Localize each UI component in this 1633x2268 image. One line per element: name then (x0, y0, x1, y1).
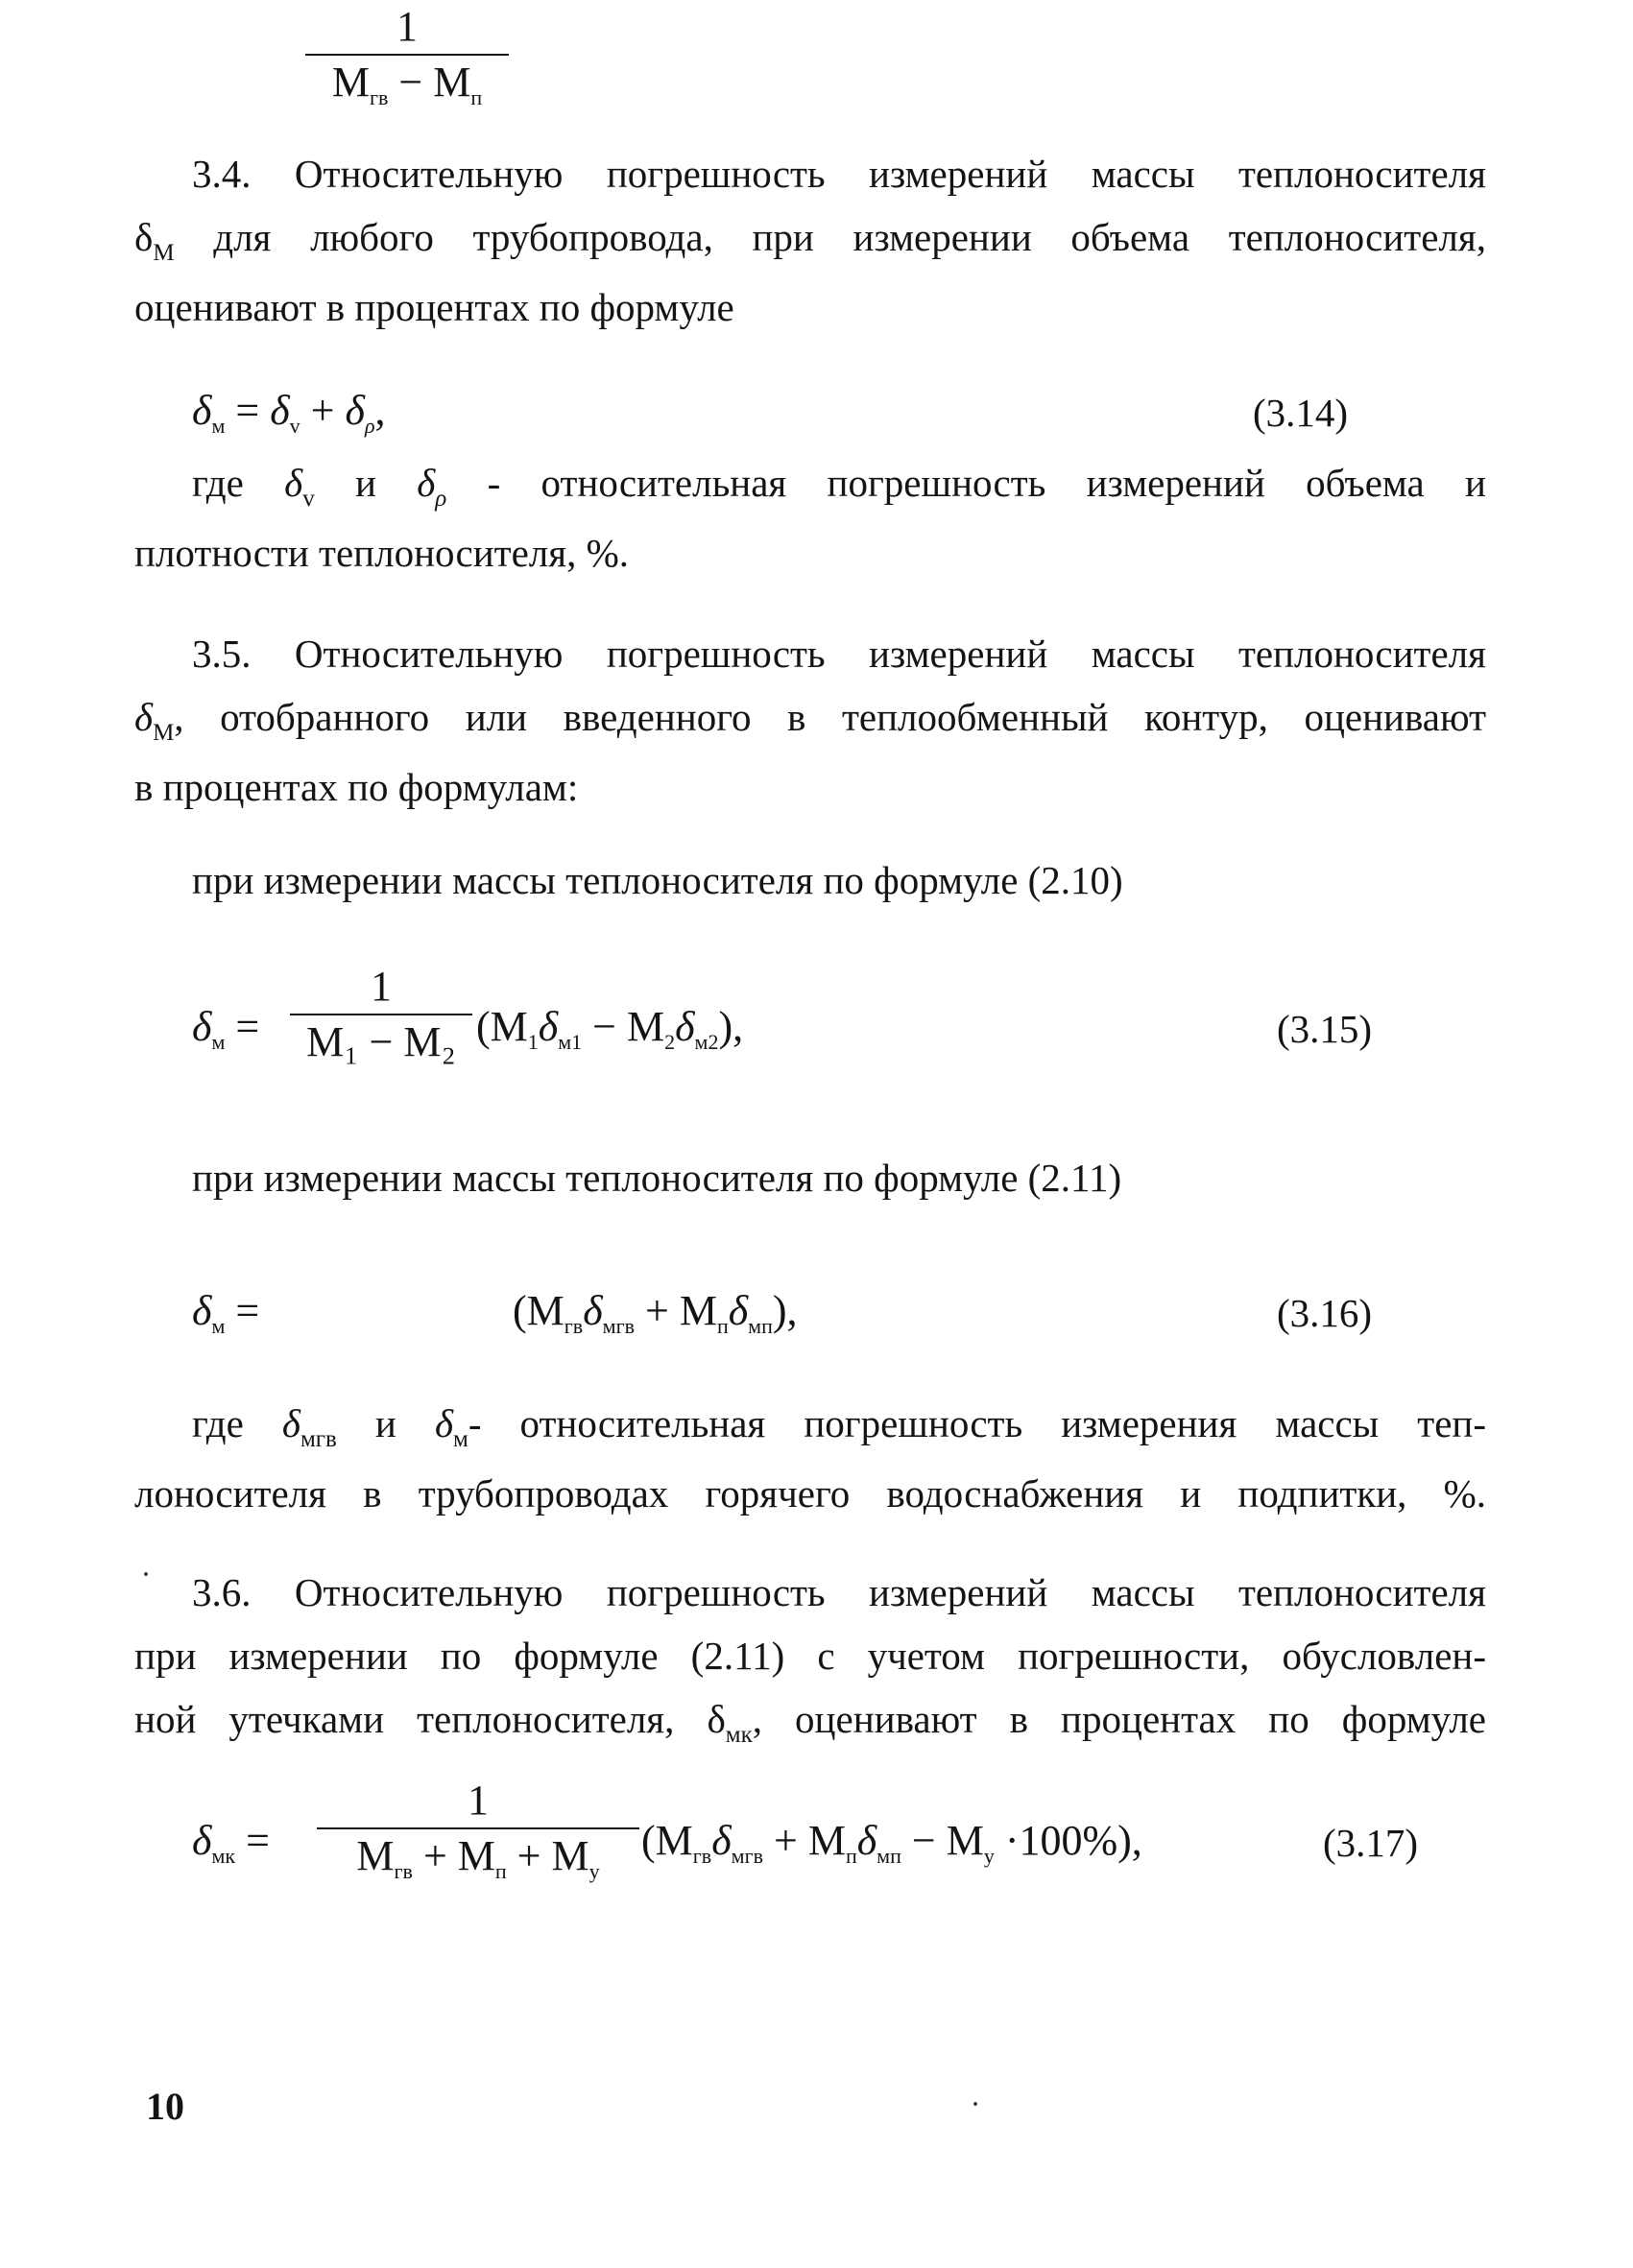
subscript: гв (369, 85, 389, 109)
text-line (134, 1392, 1486, 1462)
text-line: 3.6. Относительную погрешность измерений массы теплоносителя (192, 1570, 1486, 1614)
fraction-3-16 (305, 0, 509, 116)
formula-3-16-lhs (192, 1282, 259, 1347)
fraction-numerator: 1 (396, 3, 418, 50)
text-line: 3.5. Относительную погрешность измерений массы теплоносителя (192, 632, 1486, 676)
delta-symbol: δ (345, 387, 365, 434)
fraction-numerator: 1 (468, 1777, 489, 1824)
subscript: м2 (694, 1030, 719, 1054)
text-fragment: для любого трубопровода, при измерении объема теплоносителя, (174, 215, 1486, 259)
delta-symbol: δ (192, 1287, 212, 1334)
text-fragment: , оценивают в процентах по формуле (752, 1697, 1486, 1741)
text-fragment: , отобранного или введенного в теплообменный контур, оценивают (174, 695, 1486, 739)
equation-number: (3.17) (1323, 1821, 1419, 1865)
subscript: мк (211, 1844, 236, 1868)
scan-speck (973, 2102, 977, 2106)
fraction-denominator: M₁ − M₂ (306, 1018, 456, 1065)
fraction-3-17 (317, 1774, 639, 1890)
text-line: в процентах по формулам: (134, 765, 579, 809)
where-clause-3-16 (134, 1392, 1486, 1525)
text-line (134, 1687, 1486, 1757)
subscript: м1 (558, 1030, 583, 1054)
subscript: 1 (527, 1030, 539, 1054)
subscript: v (302, 486, 315, 512)
delta-symbol: δ (134, 215, 154, 259)
subscript: мп (748, 1314, 773, 1338)
text-line: при измерении по формуле (2.11) с учетом погрешности, обусловлен- (134, 1634, 1486, 1678)
text-fragment: ), (718, 1003, 744, 1050)
subscript: мк (725, 1722, 753, 1748)
equation-number: (3.16) (1277, 1291, 1373, 1335)
delta-symbol: δ (728, 1287, 749, 1334)
subscript: М (153, 240, 175, 266)
text-fragment: - относительная погрешность измерений объема и (446, 461, 1486, 505)
equation-number: (3.14) (1253, 391, 1349, 435)
subscript: мп (877, 1844, 901, 1868)
equation-number: (3.15) (1277, 1007, 1373, 1051)
delta-symbol: δ (417, 461, 436, 505)
subscript: мгв (602, 1314, 635, 1338)
text-fragment: (M (476, 1003, 528, 1050)
paragraph-3-5 (134, 622, 1486, 819)
subscript: гв (564, 1314, 584, 1338)
subscript: п (716, 1314, 729, 1338)
equals-sign: = (225, 1287, 260, 1334)
paragraph-3-6 (134, 1561, 1486, 1757)
subscript: м (211, 1030, 226, 1054)
subscript: п (845, 1844, 857, 1868)
subscript: гв (394, 1859, 413, 1883)
subscript: у (588, 1859, 600, 1883)
delta-symbol: δ (192, 1003, 212, 1050)
delta-symbol: δ (134, 695, 154, 739)
text-fragment: и (314, 461, 418, 505)
delta-symbol: δ (284, 461, 303, 505)
delta-symbol: δ (538, 1003, 559, 1050)
delta-symbol: δ (192, 387, 212, 434)
equals-sign: = (225, 387, 271, 434)
subscript: м (453, 1426, 468, 1452)
fraction-3-15 (290, 960, 472, 1069)
subscript: М (153, 720, 175, 746)
formula-3-16-rhs: $(M_{гв}\delta_{мгв} + M_п\delta_{мп})$, (513, 1287, 798, 1338)
subscript: у (983, 1844, 995, 1868)
delta-symbol: δ (192, 1817, 212, 1864)
subscript: м (211, 414, 226, 438)
text-fragment: и (336, 1401, 435, 1445)
delta-symbol: δ (281, 1401, 300, 1445)
subscript: v (289, 414, 300, 438)
text-line (134, 205, 1486, 275)
paragraph-3-4 (134, 142, 1486, 339)
text-fragment: ·100%), (994, 1817, 1142, 1864)
text-fragment: − M (582, 1003, 665, 1050)
text-line: при измерении массы теплоносителя по формуле (2.11) (192, 1156, 1122, 1200)
subscript: п (470, 85, 483, 109)
subscript: мгв (300, 1426, 337, 1452)
formula-3-14 (192, 382, 386, 446)
delta-symbol: δ (856, 1817, 877, 1864)
page-number: 10 (146, 2085, 184, 2128)
subscript: 2 (664, 1030, 676, 1054)
text-line (134, 685, 1486, 755)
formula-3-17-lhs (192, 1812, 270, 1876)
subscript: п (494, 1859, 507, 1883)
text-fragment: - относительная погрешность измерения массы теп- (468, 1401, 1486, 1445)
subscript: мгв (731, 1844, 763, 1868)
plus-sign: + (300, 387, 346, 434)
fraction-denominator: $M_{гв} - M_п$ (331, 59, 483, 109)
comma: , (374, 387, 386, 434)
equals-sign: = (225, 1003, 260, 1050)
formula-3-15-lhs (192, 998, 259, 1062)
delta-symbol: δ (711, 1817, 732, 1864)
subscript: ρ (364, 414, 375, 438)
subscript: м (211, 1314, 226, 1338)
scan-speck (144, 1572, 148, 1576)
fraction-numerator: 1 (371, 963, 392, 1010)
delta-symbol: δ (434, 1401, 453, 1445)
text-fragment: ной утечками теплоносителя, (134, 1697, 708, 1741)
case-2-11 (134, 1146, 1486, 1209)
formula-3-17-rhs: $(M_{гв}\delta_{мгв} + M_п\delta_{мп} - M_у \cdot 100\%)$, (641, 1817, 1142, 1868)
fraction-denominator: $M_{гв} + M_п + M_у$ (356, 1832, 600, 1883)
text-fragment: где (192, 461, 285, 505)
text-line: лоносителя в трубопроводах горячего водоснабжения и подпитки, %. (134, 1471, 1486, 1516)
delta-symbol: δ (675, 1003, 695, 1050)
text-line (134, 451, 1486, 521)
text-fragment: где (192, 1401, 282, 1445)
text-line: 3.4. Относительную погрешность измерений массы теплоносителя (192, 152, 1486, 196)
delta-symbol: δ (270, 387, 290, 434)
equals-sign: = (235, 1817, 270, 1864)
text-line: плотности теплоносителя, %. (134, 531, 630, 575)
text-line: при измерении массы теплоносителя по формуле (2.10) (192, 858, 1123, 902)
subscript: гв (692, 1844, 712, 1868)
case-2-10 (134, 848, 1486, 912)
delta-symbol: δ (583, 1287, 603, 1334)
where-clause-3-14 (134, 451, 1486, 585)
formula-3-15-rhs (476, 998, 743, 1062)
text-line: оценивают в процентах по формуле (134, 285, 734, 329)
delta-symbol: δ (707, 1697, 726, 1741)
subscript: ρ (435, 486, 447, 512)
